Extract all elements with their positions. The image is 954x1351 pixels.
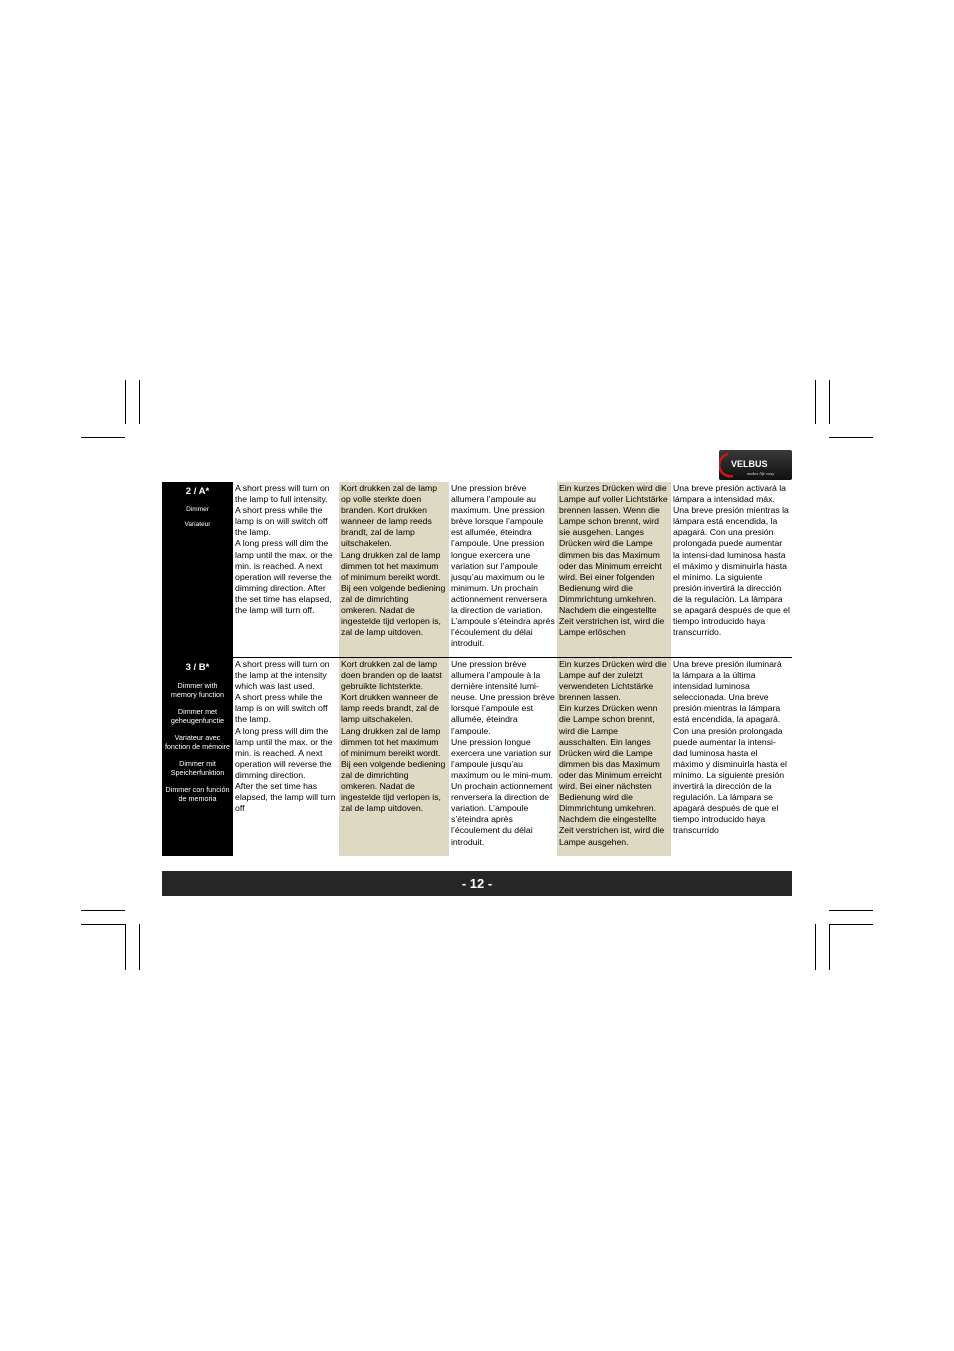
- crop-mark: [81, 437, 125, 438]
- crop-mark: [829, 910, 873, 911]
- table-row: [162, 657, 792, 856]
- crop-mark: [829, 437, 873, 438]
- crop-mark: [829, 924, 830, 970]
- crop-mark: [815, 924, 816, 970]
- description-en: A short press will turn on the lamp at the intensity which was last used. A short press while the lamp is on will switch off the lamp. A long press will dim the lamp until the max. or the min. is reached. A next operation will reverse the dimming direction. After the set time has elapsed, the lamp will turn off: [235, 659, 336, 814]
- function-name: Dimmer mit Speicherfunktion: [170, 759, 225, 777]
- crop-mark: [125, 924, 126, 970]
- description-es: Una breve presión activará la lámpara a intensidad máx. Una breve presión mientras la lámpara está encendida, la apagará. Con una presión prolongada puede aumentar la intensi-dad luminosa hasta el máximo y disminuirla hasta el mínimo. La siguiente presión invertirá la dirección de la regulación. La lámpara se apagará después de que el tiempo introducido haya transcurrido.: [673, 483, 790, 638]
- function-label-cell: [162, 658, 233, 856]
- description-fr: Une pression brève allumera l’ampoule au maximum. Une pression brève lorsque l’ampoule est allumée, éteindra l’ampoule. Une pression longue exercera une variation sur l’ampoule jusqu’au maximum ou le minimum. Un prochain actionnement renversera la direction de variation. L’ampoule s’éteindra après l’écoulement du délai introduit.: [451, 483, 555, 649]
- description-en: A short press will turn on the lamp to full intensity. A short press while the lamp is on will switch off the lamp. A long press will dim the lamp until the max. or the min. is reached. A next operation will reverse the dimming direction. After the set time has elapsed, the lamp will turn off.: [235, 483, 333, 616]
- crop-mark: [815, 380, 816, 424]
- crop-mark: [139, 380, 140, 424]
- description-de: Ein kurzes Drücken wird die Lampe auf voller Lichtstärke brennen lassen. Wenn die Lampe schon brennt, wird sie ausgehen. Langes Drücken wird die Lampe dimmen bis das Maximum oder das Minimum erreicht wird. Bei einer folgenden Bedienung wird die Dimmrichtung umkehren. Nachdem die eingestellte Zeit verstrichen ist, wird die Lampe erlöschen: [557, 482, 671, 657]
- svg-text:makes life easy: makes life easy: [747, 471, 775, 476]
- function-name: Dimmer met geheugenfunctie: [170, 707, 225, 725]
- function-code: 2 / A*: [185, 486, 210, 497]
- function-name: Variateur avec fonction de mémoire: [164, 733, 231, 751]
- crop-mark: [829, 924, 873, 925]
- crop-mark: [139, 924, 140, 970]
- function-name: Dimmer: [186, 506, 209, 513]
- function-table: [162, 482, 792, 856]
- description-es: Una breve presión iluminará la lámpara a la última intensidad luminosa seleccionada. Una breve presión mientras la lámpara está encendida, la apagará. Con una presión prolongada puede aumentar la intensi-dad luminosa hasta el máximo y disminuirla hasta el mínimo. La siguiente presión invertirá la dirección de la regulación. La lámpara se apagará después de que el tiempo introducido haya transcurrido: [673, 659, 787, 836]
- page-number: - 12 -: [461, 876, 493, 891]
- crop-mark: [81, 924, 125, 925]
- page-footer: [162, 871, 792, 896]
- crop-mark: [829, 380, 830, 424]
- table-row: [162, 482, 792, 657]
- description-de: Ein kurzes Drücken wird die Lampe auf der zuletzt verwendeten Lichtstärke brennen lassen. Ein kurzes Drücken wenn die Lampe schon brennt, wird die Lampe ausschalten. Ein langes Drücken wird die Lampe dimmen bis das Maximum oder das Minimum erreicht wird. Bei einer nächsten Bedienung wird die Dimmrichtung umkehren. Nachdem die eingestellte Zeit verstrichen ist, wird die Lampe ausgehen.: [557, 658, 671, 856]
- description-fr: Une pression brève allumera l’ampoule à la dernière intensité lumi-neuse. Une pression brève lorsque l’ampoule est allumée, éteindra l’ampoule. Une pression longue exercera une variation sur l’ampoule jusqu’au maximum ou le mini-mum. Un prochain actionnement renversera la direction de variation. L’ampoule s’éteindra après l’écoulement du délai introduit.: [451, 659, 555, 847]
- description-nl: Kort drukken zal de lamp op volle sterkte doen branden. Kort drukken wanneer de lamp reeds brandt, zal de lamp uitschakelen. Lang drukken zal de lamp dimmen tot het maximum of minimum bereikt wordt. Bij een volgende bediening zal de dimrichting omkeren. Nadat de ingestelde tijd verlopen is, zal de lamp uitdoven.: [339, 482, 449, 657]
- function-name: Dimmer con función de memoria: [165, 785, 230, 803]
- function-name: Dimmer with memory function: [170, 681, 225, 699]
- crop-mark: [125, 380, 126, 424]
- crop-mark: [81, 910, 125, 911]
- description-nl: Kort drukken zal de lamp doen branden op de laatst gebruikte lichtsterkte. Kort drukken wanneer de lamp reeds brandt, zal de lamp uitschakelen. Lang drukken zal de lamp dimmen tot het maximum of minimum bereikt wordt. Bij een volgende bediening zal de dimrichting omkeren. Nadat de ingestelde tijd verlopen is, zal de lamp uitdoven.: [339, 658, 449, 856]
- velbus-logo: [719, 450, 792, 480]
- svg-text:VELBUS: VELBUS: [731, 459, 768, 469]
- function-code: 3 / B*: [185, 662, 210, 673]
- function-label-cell: [162, 482, 233, 657]
- function-name: Variateur: [184, 521, 211, 528]
